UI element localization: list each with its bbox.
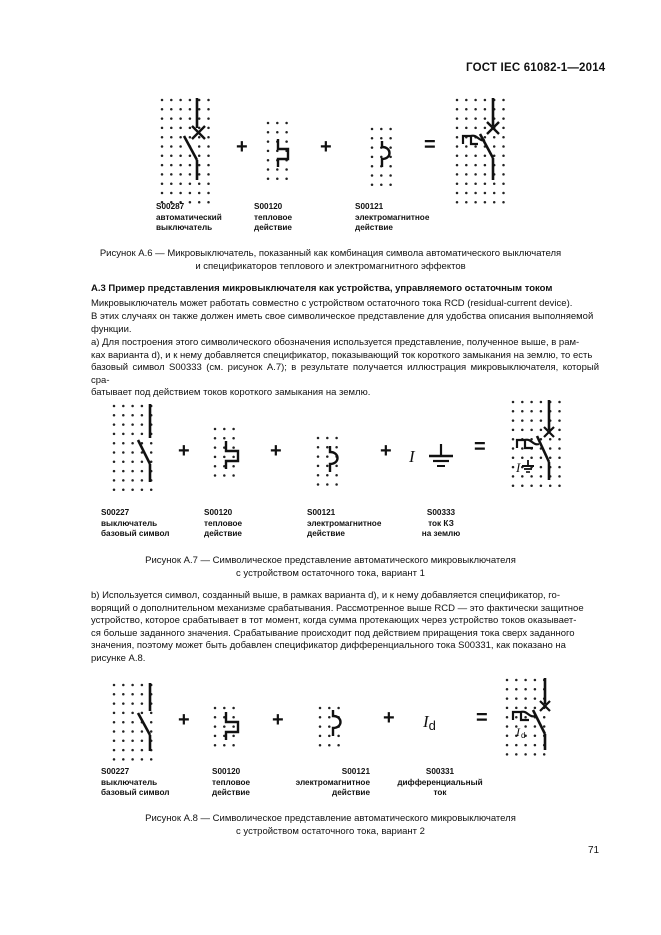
symbol-label-s00121: S00121 электромагнитное действие bbox=[355, 202, 430, 232]
equals-operator: = bbox=[424, 134, 436, 156]
paragraph-intro-cont: В этих случаях он также должен иметь свое символическое представление для удобства описания выполняемой функции. bbox=[91, 311, 594, 335]
symbol-label-s00120: S00120 тепловое действие bbox=[254, 202, 293, 232]
plus-operator: + bbox=[320, 136, 332, 158]
svg-text:I: I bbox=[516, 460, 521, 475]
differential-current-symbol: Id bbox=[423, 712, 436, 733]
svg-text:d: d bbox=[521, 731, 526, 740]
symbol-label-s00121: S00121 электромагнитное действие bbox=[295, 767, 370, 797]
plus-operator: + bbox=[272, 709, 284, 731]
symbol-label-s00120: S00120 тепловое действие bbox=[204, 508, 243, 538]
symbol-label-s00227: S00227 выключатель базовый символ bbox=[101, 767, 170, 797]
document-code: ГОСТ IEC 61082-1—2014 bbox=[466, 62, 606, 74]
section-title: А.3 Пример представления микровыключателя как устройства, управляемого остаточным током bbox=[91, 283, 553, 294]
figure-a6-caption: Рисунок А.6 — Микровыключатель, показанный как комбинация символа автоматического выключателя и спецификаторов теплового и электромагнитного эффектов bbox=[99, 248, 562, 272]
plus-operator: + bbox=[380, 440, 392, 462]
thermal-effect-symbol bbox=[213, 706, 253, 756]
symbol-label-s00287: S00287 автоматический выключатель bbox=[156, 202, 222, 232]
combined-rcd-symbol-variant2 bbox=[505, 678, 560, 763]
plus-operator: + bbox=[178, 440, 190, 462]
symbol-label-s00121: S00121 электромагнитное действие bbox=[307, 508, 382, 538]
symbol-label-s00333: S00333 ток КЗ на землю bbox=[421, 508, 461, 538]
symbol-label-s00120: S00120 тепловое действие bbox=[212, 767, 251, 797]
figure-a7-caption: Рисунок А.7 — Символическое представление автоматического микровыключателя с устройством остаточного тока, вариант 1 bbox=[145, 555, 516, 579]
plus-operator: + bbox=[270, 440, 282, 462]
paragraph-variant-a: а) Для построения этого символического обозначения используется представление, полученное выше, в рам- ках варианта d), и к нему добавляется спецификатор, показывающий ток короткого замыкания на землю, то есть базовый символ S00333 (см. рисунок А.7); в результате получается иллюстрация микровыключателя, который сра- батывает под действием токов короткого замыкания на землю. bbox=[91, 337, 599, 399]
plus-operator: + bbox=[178, 709, 190, 731]
paragraph-variant-b: b) Используется символ, созданный выше, в рамках варианта d), и к нему добавляется спецификатор, го- ворящий о дополнительном механизме срабатывания. Рассмотренное выше RCD — это фактически защитное устройство, которое срабатывает в тот момент, когда сумма протекающих через устройство токов оказывает- ся больше заданного значения. Срабатывание происходит под действием приращения тока сверх заданного значения, поэтому может быть добавлен спецификатор дифференциального тока S00331, как показано на рисунке А.8. bbox=[91, 590, 584, 664]
plus-operator: + bbox=[236, 136, 248, 158]
paragraph-intro: Микровыключатель может работать совместно с устройством остаточного тока RCD (residual-current device). bbox=[91, 298, 573, 309]
switch-symbol bbox=[112, 683, 167, 768]
equals-operator: = bbox=[476, 707, 488, 729]
symbol-label-s00227: S00227 выключатель базовый символ bbox=[101, 508, 170, 538]
page-number: 71 bbox=[588, 845, 600, 856]
figure-a8-caption: Рисунок А.8 — Символическое представление автоматического микровыключателя с устройством остаточного тока, вариант 2 bbox=[145, 813, 516, 837]
symbol-label-s00331: S00331 дифференциальный ток bbox=[397, 767, 483, 797]
plus-operator: + bbox=[383, 707, 395, 729]
svg-text:I: I bbox=[516, 725, 520, 739]
electromagnetic-effect-symbol bbox=[318, 706, 358, 756]
equals-operator: = bbox=[474, 436, 486, 458]
current-symbol: I bbox=[409, 447, 415, 466]
